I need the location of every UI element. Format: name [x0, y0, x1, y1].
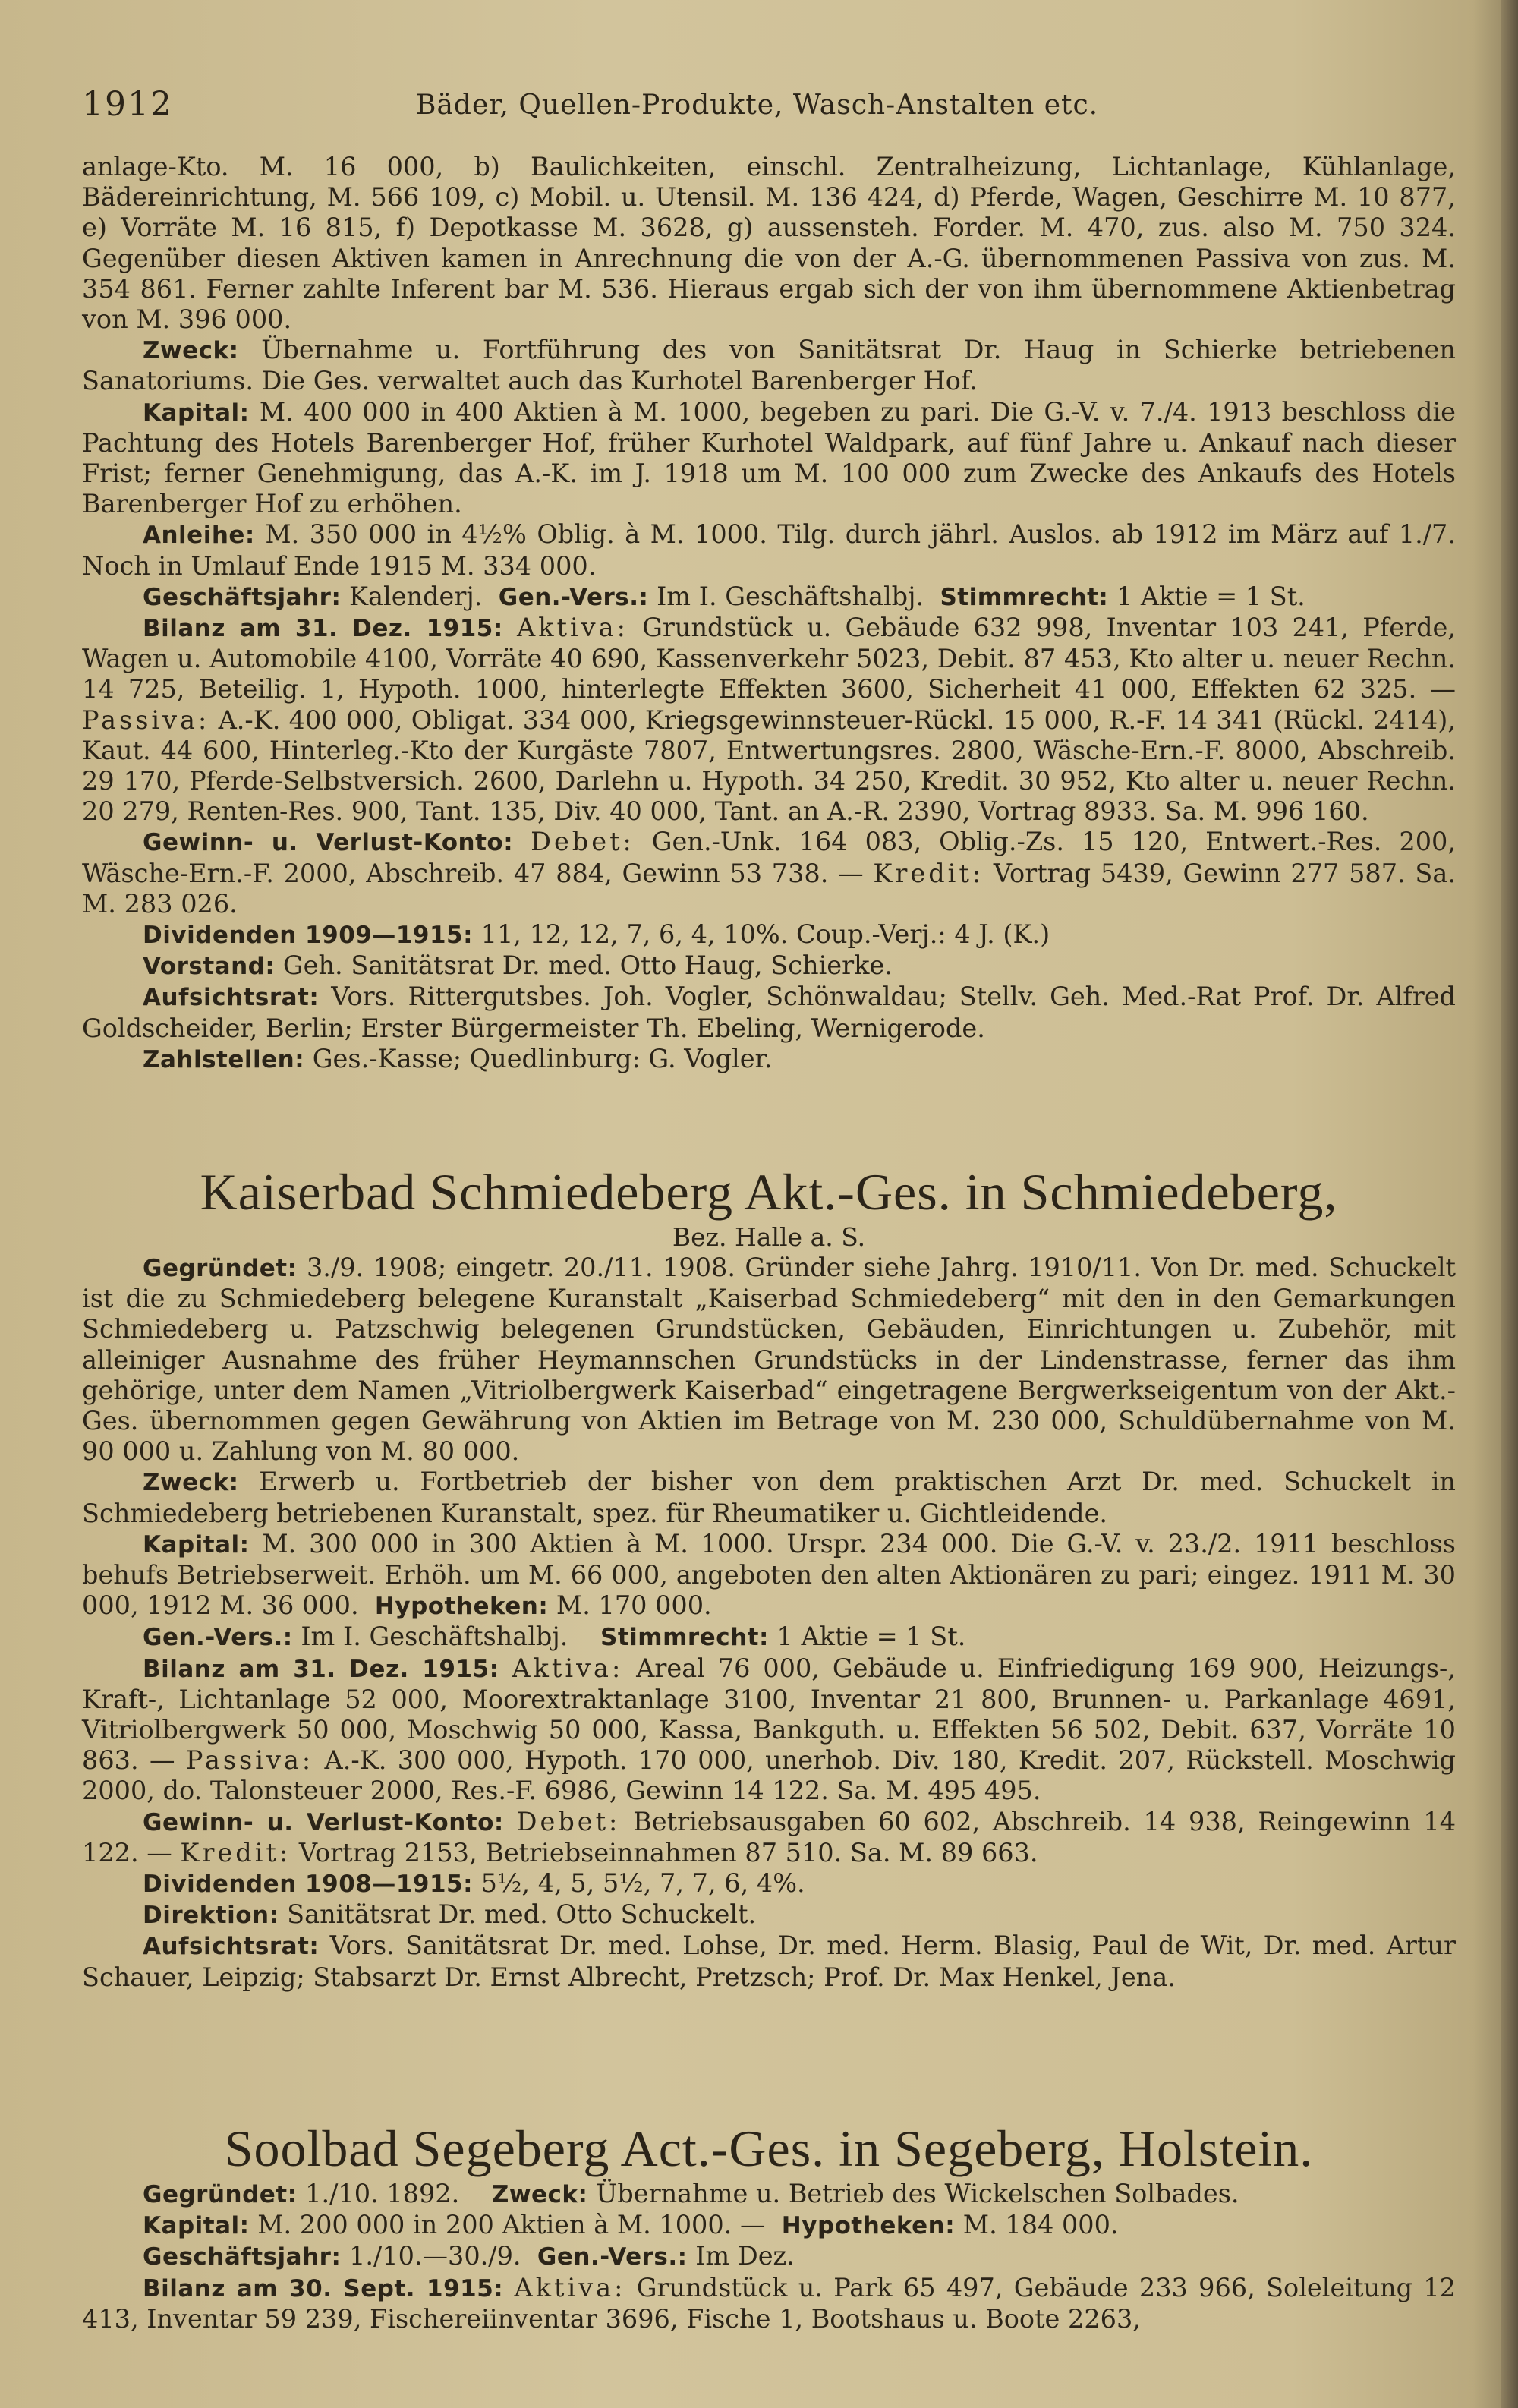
- zweck-text: Übernahme u. Fortführung des von Sanitätsrat Dr. Haug in Schierke betriebenen Sanatoriums. Die Ges. verwaltet auch das Kurhotel Barenberger Hof.: [82, 335, 1457, 396]
- gegruendet-text: 1./10. 1892.: [305, 2179, 460, 2208]
- aufsichtsrat-entry: [82, 1930, 1456, 1992]
- gegruendet-label: Gegründet:: [143, 1255, 298, 1282]
- company-title: Kaiserbad Schmiedeberg Akt.-Ges. in Schmiedeberg,: [200, 1163, 1338, 1221]
- kapital-text: M. 400 000 in 400 Aktien à M. 1000, begeben zu pari. Die G.-V. v. 7./4. 1913 beschloss die Pachtung des Hotels Barenberger Hof, früher Kurhotel Waldpark, auf fünf Jahre u. Ankauf nach dieser Frist; ferner Genehmigung, das A.-K. im J. 1918 um M. 100 000 zum Zwecke des Ankaufs des Hotels Barenberger Hof zu erhöhen.: [82, 396, 1456, 519]
- anleihe-text: M. 350 000 in 4½% Oblig. à M. 1000. Tilg. durch jährl. Auslos. ab 1912 im März auf 1./7. Noch in Umlauf Ende 1915 M. 334 000.: [82, 519, 1456, 581]
- guv-kredit-text: Vortrag 2153, Betriebseinnahmen 87 510. Sa. M. 89 663.: [298, 1837, 1038, 1867]
- vorstand-entry: [82, 950, 1456, 982]
- bilanz-aktiva-text: Grundstück u. Park 65 497, Gebäude 233 966, Soleleitung 12 413, Inventar 59 239, Fischereiinventar 3696, Fische 1, Bootshaus u. Boote 2263,: [82, 2272, 1456, 2334]
- dividenden-label: Dividenden 1908—1915:: [143, 1871, 474, 1899]
- genvers-text: Im Dez.: [695, 2241, 795, 2271]
- guv-debet-text: Gen.-Unk. 164 083, Oblig.-Zs. 15 120, Entwert.-Res. 200, Wäsche-Ern.-F. 2000, Abschreib. 47 884, Gewinn 53 738. —: [82, 827, 1457, 888]
- zweck-text: Übernahme u. Betrieb des Wickelschen Solbades.: [596, 2179, 1239, 2208]
- aufsichtsrat-text: Vors. Rittergutsbes. Joh. Vogler, Schönwaldau; Stellv. Geh. Med.-Rat Prof. Dr. Alfred Goldscheider, Berlin; Erster Bürgermeister Th. Ebeling, Wernigerode.: [82, 982, 1456, 1043]
- zweck-label: Zweck:: [143, 1469, 239, 1497]
- kredit-word: Kredit:: [873, 858, 984, 888]
- book-spine-shadow: [1501, 0, 1518, 2408]
- anleihe-entry: [82, 519, 1456, 581]
- genvers-entry: [82, 1622, 1456, 1653]
- dividenden-label: Dividenden 1909—1915:: [143, 922, 474, 950]
- direktion-label: Direktion:: [143, 1902, 279, 1930]
- genvers-text: Im I. Geschäftshalbj.: [301, 1622, 568, 1652]
- aufsichtsrat-text: Vors. Sanitätsrat Dr. med. Lohse, Dr. med. Herm. Blasig, Paul de Wit, Dr. med. Artur Schauer, Leipzig; Stabsarzt Dr. Ernst Albrecht, Pretzsch; Prof. Dr. Max Henkel, Jena.: [82, 1930, 1456, 1992]
- zweck-text: Erwerb u. Fortbetrieb der bisher von dem praktischen Arzt Dr. med. Schuckelt in Schmiedeberg betriebenen Kuranstalt, spez. für Rheumatiker u. Gichtleidende.: [82, 1467, 1457, 1528]
- guv-entry: [82, 1807, 1456, 1868]
- guv-label: Gewinn- u. Verlust-Konto:: [143, 829, 514, 857]
- guv-entry: [82, 827, 1456, 919]
- bilanz-entry: [82, 1653, 1456, 1807]
- aktiva-word: Aktiva:: [514, 2272, 626, 2302]
- zweck-label: Zweck:: [491, 2181, 588, 2208]
- aktiva-word: Aktiva:: [517, 613, 628, 643]
- bilanz-entry: [82, 2273, 1456, 2334]
- geschaeftsjahr-text: 1./10.—30./9.: [349, 2241, 521, 2271]
- dividenden-entry: [82, 1868, 1456, 1899]
- gegruendet-label: Gegründet:: [143, 2181, 298, 2208]
- gegruendet-entry: [82, 1253, 1456, 1467]
- aufsichtsrat-label: Aufsichtsrat:: [143, 984, 320, 1012]
- vorstand-label: Vorstand:: [143, 953, 276, 981]
- bilanz-label: Bilanz am 30. Sept. 1915:: [143, 2274, 504, 2302]
- genvers-label: Gen.-Vers.:: [537, 2243, 688, 2271]
- passiva-word: Passiva:: [185, 1745, 314, 1776]
- stimmrecht-text: 1 Aktie = 1 St.: [776, 1622, 966, 1652]
- genvers-label: Gen.-Vers.:: [498, 583, 649, 611]
- kapital-text: M. 300 000 in 300 Aktien à M. 1000. Urspr. 234 000. Die G.-V. v. 23./2. 1911 beschloss behufs Betriebserweit. Erhöh. um M. 66 000, angeboten den alten Aktionären zu pari; eingez. 1911 M. 30 000, 1912 M. 36 000.: [82, 1528, 1456, 1621]
- bilanz-passiva-text: A.-K. 400 000, Obligat. 334 000, Kriegsgewinnsteuer-Rückl. 15 000, R.-F. 14 341 (Rückl. 2414), Kaut. 44 600, Hinterleg.-Kto der Kurgäste 7807, Entwertungsres. 2800, Wäsche-Ern.-F. 8000, Abschreib. 29 170, Pferde-Selbstversich. 2600, Darlehn u. Hypoth. 34 250, Kredit. 30 952, Kto alter u. neuer Rechn. 20 279, Renten-Res. 900, Tant. 135, Div. 40 000, Tant. an A.-R. 2390, Vortrag 8933. Sa. M. 996 160.: [82, 704, 1457, 827]
- hypotheken-label: Hypotheken:: [781, 2212, 956, 2240]
- aktiva-word: Aktiva:: [512, 1653, 624, 1683]
- hypotheken-label: Hypotheken:: [374, 1593, 549, 1621]
- zweck-entry: [82, 335, 1456, 396]
- kapital-entry: [82, 397, 1456, 520]
- section-segeberg: [82, 2118, 1456, 2334]
- anleihe-label: Anleihe:: [143, 522, 255, 550]
- bilanz-label: Bilanz am 31. Dez. 1915:: [143, 615, 503, 643]
- section-kaiserbad: [82, 1161, 1456, 1993]
- kapital-text: M. 200 000 in 200 Aktien à M. 1000. —: [257, 2210, 766, 2240]
- genvers-text: Im I. Geschäftshalbj.: [657, 581, 924, 611]
- kapital-label: Kapital:: [143, 399, 250, 427]
- geschaeftsjahr-entry: [82, 582, 1456, 613]
- guv-label: Gewinn- u. Verlust-Konto:: [143, 1808, 504, 1836]
- geschaeftsjahr-label: Geschäftsjahr:: [143, 2243, 342, 2271]
- zahlstellen-text: Ges.-Kasse; Quedlinburg: G. Vogler.: [312, 1043, 773, 1073]
- gegruendet-entry: [82, 2179, 1456, 2210]
- gegruendet-text: 3./9. 1908; eingetr. 20./11. 1908. Gründer siehe Jahrg. 1910/11. Von Dr. med. Schuckelt ist die zu Schmiedeberg belegene Kuranstalt „Kaiserbad Schmiedeberg“ mit den in den Gemarkungen Schmiedeberg u. Patzschwig belegenen Grundstücken, Gebäuden, Einrichtungen u. Zubehör, mit alleiniger Ausnahme des früher Heymannschen Grundstücks in der Lindenstrasse, ferner das ihm gehörige, unter dem Namen „Vitriolbergwerk Kaiserbad“ eingetragene Bergwerkseigentum von der Akt.-Ges. übernommen gegen Gewährung von Aktien im Betrage von M. 230 000, Schuldübernahme von M. 90 000 u. Zahlung von M. 80 000.: [82, 1253, 1456, 1467]
- dividenden-text: 11, 12, 12, 7, 6, 4, 10%. Coup.-Verj.: 4 J. (K.): [480, 919, 1050, 950]
- passiva-word: Passiva:: [82, 704, 210, 735]
- dividenden-entry: [82, 919, 1456, 950]
- debet-word: Debet:: [531, 827, 635, 857]
- zahlstellen-label: Zahlstellen:: [143, 1045, 305, 1073]
- vorstand-text: Geh. Sanitätsrat Dr. med. Otto Haug, Schierke.: [282, 950, 893, 981]
- stimmrecht-label: Stimmrecht:: [940, 583, 1109, 611]
- dividenden-text: 5½, 4, 5, 5½, 7, 7, 6, 4%.: [480, 1868, 805, 1899]
- kredit-word: Kredit:: [180, 1837, 291, 1867]
- kapital-entry: [82, 1529, 1456, 1622]
- bilanz-passiva-text: A.-K. 300 000, Hypoth. 170 000, unerhob. Div. 180, Kredit. 207, Rückstell. Moschwig 2000, do. Talonsteuer 2000, Res.-F. 6986, Gewinn 14 122. Sa. M. 495 495.: [82, 1745, 1456, 1806]
- section-haug: [82, 152, 1456, 1075]
- company-subtitle: Bez. Halle a. S.: [672, 1222, 866, 1252]
- company-title: Soolbad Segeberg Act.-Ges. in Segeberg, Holstein.: [224, 2120, 1314, 2177]
- hypotheken-text: M. 170 000.: [556, 1590, 712, 1621]
- guv-debet-text: Betriebsausgaben 60 602, Abschreib. 14 938, Reingewinn 14 122. —: [82, 1806, 1457, 1867]
- direktion-text: Sanitätsrat Dr. med. Otto Schuckelt.: [287, 1899, 757, 1930]
- kapital-label: Kapital:: [143, 1530, 250, 1559]
- zweck-entry: [82, 1467, 1456, 1528]
- kapital-label: Kapital:: [143, 2212, 250, 2240]
- stimmrecht-label: Stimmrecht:: [600, 1624, 769, 1652]
- running-head: Bäder, Quellen-Produkte, Wasch-Anstalten etc.: [416, 90, 1099, 121]
- page-header: [82, 85, 1456, 131]
- intro-paragraph: anlage-Kto. M. 16 000, b) Baulichkeiten, einschl. Zentralheizung, Lichtanlage, Kühlanlage, Bädereinrichtung, M. 566 109, c) Mobil. u. Utensil. M. 136 424, d) Pferde, Wagen, Geschirre M. 10 877, e) Vorräte M. 16 815, f) Depotkasse M. 3628, g) aussensteh. Forder. M. 470, zus. also M. 750 324. Gegenüber diesen Aktiven kamen in Anrechnung die von der A.-G. übernommenen Passiva von zus. M. 354 861. Ferner zahlte Inferent bar M. 536. Hieraus ergab sich der von ihm übernommene Aktienbetrag von M. 396 000.: [82, 152, 1456, 335]
- bilanz-label: Bilanz am 31. Dez. 1915:: [143, 1655, 499, 1683]
- aufsichtsrat-entry: [82, 982, 1456, 1043]
- guv-kredit-text: Vortrag 5439, Gewinn 277 587. Sa. M. 283 026.: [82, 858, 1456, 919]
- debet-word: Debet:: [516, 1806, 621, 1836]
- zahlstellen-entry: [82, 1044, 1456, 1075]
- bilanz-aktiva-text: Grundstück u. Gebäude 632 998, Inventar 103 241, Pferde, Wagen u. Automobile 4100, Vorräte 40 690, Kassenverkehr 5023, Debit. 87 453, Kto alter u. neuer Rechn. 14 725, Beteilig. 1, Hypoth. 1000, hinterlegte Effekten 3600, Sicherheit 41 000, Effekten 62 325. —: [82, 613, 1456, 704]
- zweck-label: Zweck:: [143, 337, 239, 365]
- aufsichtsrat-label: Aufsichtsrat:: [143, 1933, 320, 1961]
- stimmrecht-text: 1 Aktie = 1 St.: [1116, 581, 1305, 611]
- geschaeftsjahr-text: Kalenderj.: [349, 581, 483, 611]
- geschaeftsjahr-label: Geschäftsjahr:: [143, 583, 342, 611]
- direktion-entry: [82, 1899, 1456, 1930]
- kapital-entry: [82, 2210, 1456, 2241]
- hypotheken-text: M. 184 000.: [962, 2210, 1119, 2240]
- geschaeftsjahr-entry: [82, 2241, 1456, 2272]
- bilanz-entry: [82, 613, 1456, 827]
- bilanz-aktiva-text: Areal 76 000, Gebäude u. Einfriedigung 169 900, Heizungs-, Kraft-, Lichtanlage 52 000, Moorextraktanlage 3100, Inventar 21 800, Brunnen- u. Parkanlage 4691, Vitriolbergwerk 50 000, Moschwig 50 000, Kassa, Bankguth. u. Effekten 56 502, Debit. 637, Vorräte 10 863. —: [82, 1653, 1456, 1776]
- genvers-label: Gen.-Vers.:: [143, 1624, 293, 1652]
- page-number: 1912: [82, 85, 173, 124]
